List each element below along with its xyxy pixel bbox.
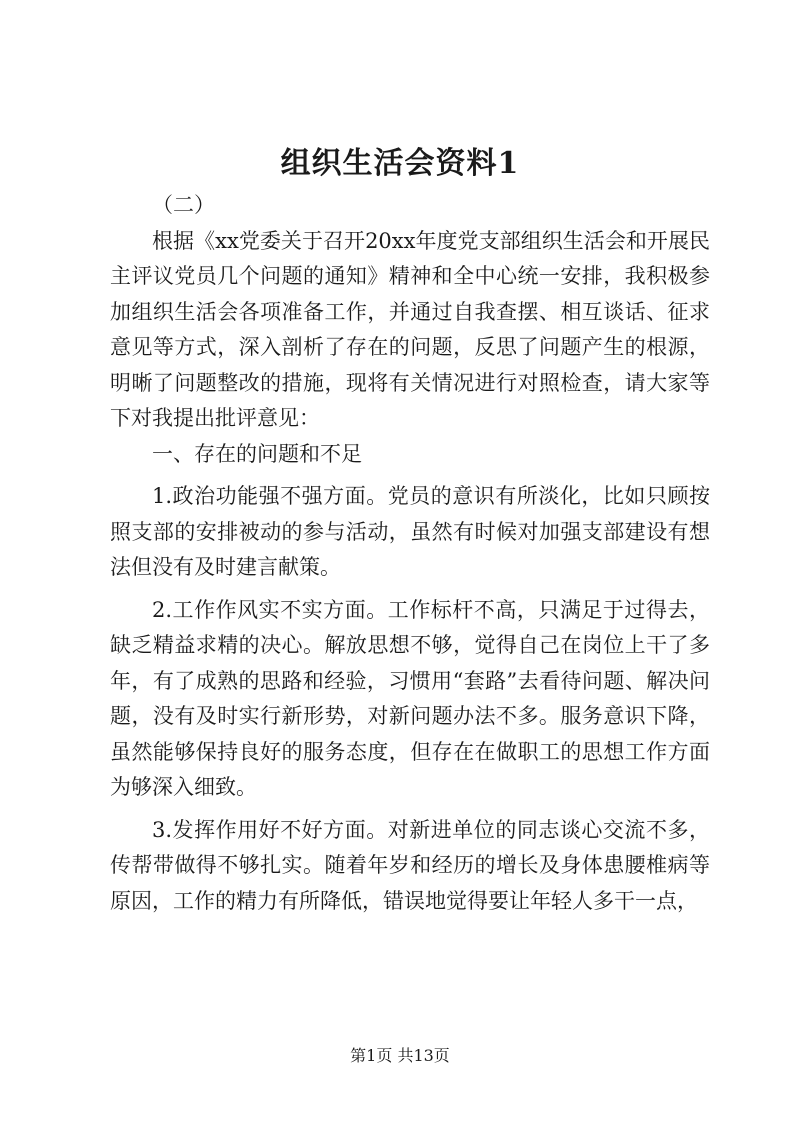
- document-title: 组织生活会资料1: [280, 146, 520, 181]
- problem-paragraph-1: 1.政治功能强不强方面。党员的意识有所淡化，比如只顾按照支部的安排被动的参与活动，虽然有时候对加强支部建设有想法但没有及时建言献策。: [110, 484, 710, 579]
- page-footer: 第1页 共13页: [350, 1046, 450, 1065]
- problem-paragraph-2: 2.工作作风实不实方面。工作标杆不高，只满足于过得去，缺乏精益求精的决心。解放思想不够，觉得自己在岗位上干了多年，有了成熟的思路和经验，习惯用“套路”去看待问题、解决问题，没有及时实行新形势，对新问题办法不多。服务意识下降，虽然能够保持良好的服务态度，但存在在做职工的思想工作方面为够深入细致。: [110, 597, 710, 799]
- section-marker: （二）: [152, 193, 215, 217]
- problem-paragraph-3: 3.发挥作用好不好方面。对新进单位的同志谈心交流不多，传帮带做得不够扎实。随着年岁和经历的增长及身体患腰椎病等原因，工作的精力有所降低，错误地觉得要让年轻人多干一点，: [110, 817, 710, 913]
- section-heading: 一、存在的问题和不足: [152, 441, 362, 466]
- document-body: [110, 188, 710, 919]
- intro-paragraph: 根据《xx党委关于召开20xx年度党支部组织生活会和开展民主评议党员几个问题的通知》精神和全中心统一安排，我积极参加组织生活会各项准备工作，并通过自我查摆、相互谈话、征求意见等方式，深入剖析了存在的问题，反思了问题产生的根源，明晰了问题整改的措施，现将有关情况进行对照检查，请大家等下对我提出批评意见：: [110, 228, 710, 430]
